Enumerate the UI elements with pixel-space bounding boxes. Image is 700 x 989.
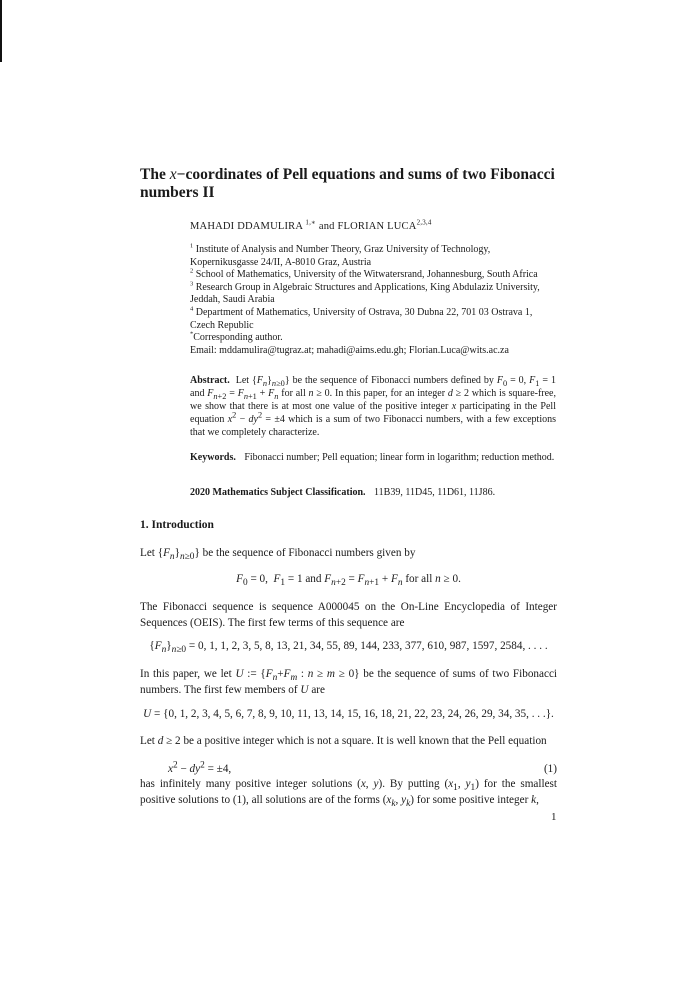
intro-paragraph-2: The Fibonacci sequence is sequence A000045 on the On-Line Encyclopedia of Integer Sequences (OEIS). The first few terms of this sequence are [140,601,557,629]
author-line: MAHADI DDAMULIRA $^{1,∗}$ and FLORIAN LUCA$^{2,3,4}$ [190,218,432,232]
page-number: 1 [551,811,557,823]
keywords: Keywords. Fibonacci number; Pell equation; linear form in logarithm; reduction method. [190,452,555,463]
affiliation-4: $^4$ Department of Mathematics, University of Ostrava, 30 Dubna 22, 701 03 Ostrava 1, Czech Republic [190,305,533,331]
affiliation-3: $^3$ Research Group in Algebraic Structures and Applications, King Abdulaziz University, Jeddah, Saudi Arabia [190,280,540,306]
paper-title: The x−coordinates of Pell equations and sums of two Fibonacci numbers II [140,166,555,201]
section-heading-introduction: 1. Introduction [140,519,214,531]
equation-number: (1) [543,763,557,775]
intro-paragraph-1: Let $\{F_n\}_{n\ge 0}$} be the sequence of Fibonacci numbers given by [140,547,416,563]
intro-paragraph-4: Let d ≥ 2 be a positive integer which is not a square. It is well known that the Pell equation [140,735,547,747]
fibonacci-recurrence-display: $F_0 = 0$, $F_1 = 1$ and $F_{n+2} = F_{n+1} + F_n$ for all n ≥ 0. [236,573,461,589]
affiliation-1: $^1$ Institute of Analysis and Number Theory, Graz University of Technology, Kopernikusgasse 24/II, A-8010 Graz, Austria [190,242,491,268]
corresponding-author: *Corresponding author. [190,330,283,344]
intro-paragraph-5: has infinitely many positive integer solutions (x, y). By putting ($x_1$, $y_1$) for the smallest positive solutions to (1), all solutions are of the forms ($x_k$, $y_k$) for some positive integer k, [140,778,558,810]
author-luca: FLORIAN LUCA [337,221,417,232]
affiliation-2: $^2$ School of Mathematics, University of the Witwatersrand, Johannesburg, South Africa [190,267,538,281]
affiliations [190,244,558,357]
abstract: Abstract. Let $\{F_n\}_{n\ge 0}$} be the sequence of Fibonacci numbers defined by $F_0 = 0$, $F_1 = 1$ and $F_{n+2} = F_{n+1} + F_n$ for all n ≥ 0. In this paper, for an integer d ≥ 2 which is square-free, we show that there is at most one value of the positive integer x participating in the Pell equation $x^2 - dy^2 = \pm 4$ which is a sum of two Fibonacci numbers, with a few exceptions that we completely characterize. [190,375,557,438]
intro-paragraph-3: In this paper, we let U := {$F_n+F_m$ : n ≥ m ≥ 0} be the sequence of sums of two Fibonacci numbers. The first few members of U are [140,668,558,696]
email-line: Email: mddamulira@tugraz.at; mahadi@aims.edu.gh; Florian.Luca@wits.ac.za [190,344,509,356]
msc-classification: 2020 Mathematics Subject Classification. 11B39, 11D45, 11D61, 11J86. [190,487,496,498]
author-ddamulira: MAHADI DDAMULIRA [190,221,303,232]
fibonacci-sequence-display: $\{F_n\}_{n\ge 0} = 0$, 1, 1, 2, 3, 5, 8, 13, 21, 34, 55, 89, 144, 233, 377, 610, 987, 1597, 2584, . . . . [149,640,548,656]
sums-sequence-display: U = {0, 1, 2, 3, 4, 5, 6, 7, 8, 9, 10, 11, 13, 14, 15, 16, 18, 21, 22, 23, 24, 26, 29, 34, 35, . . .}. [143,708,554,720]
page-edge-mark [0,0,2,62]
